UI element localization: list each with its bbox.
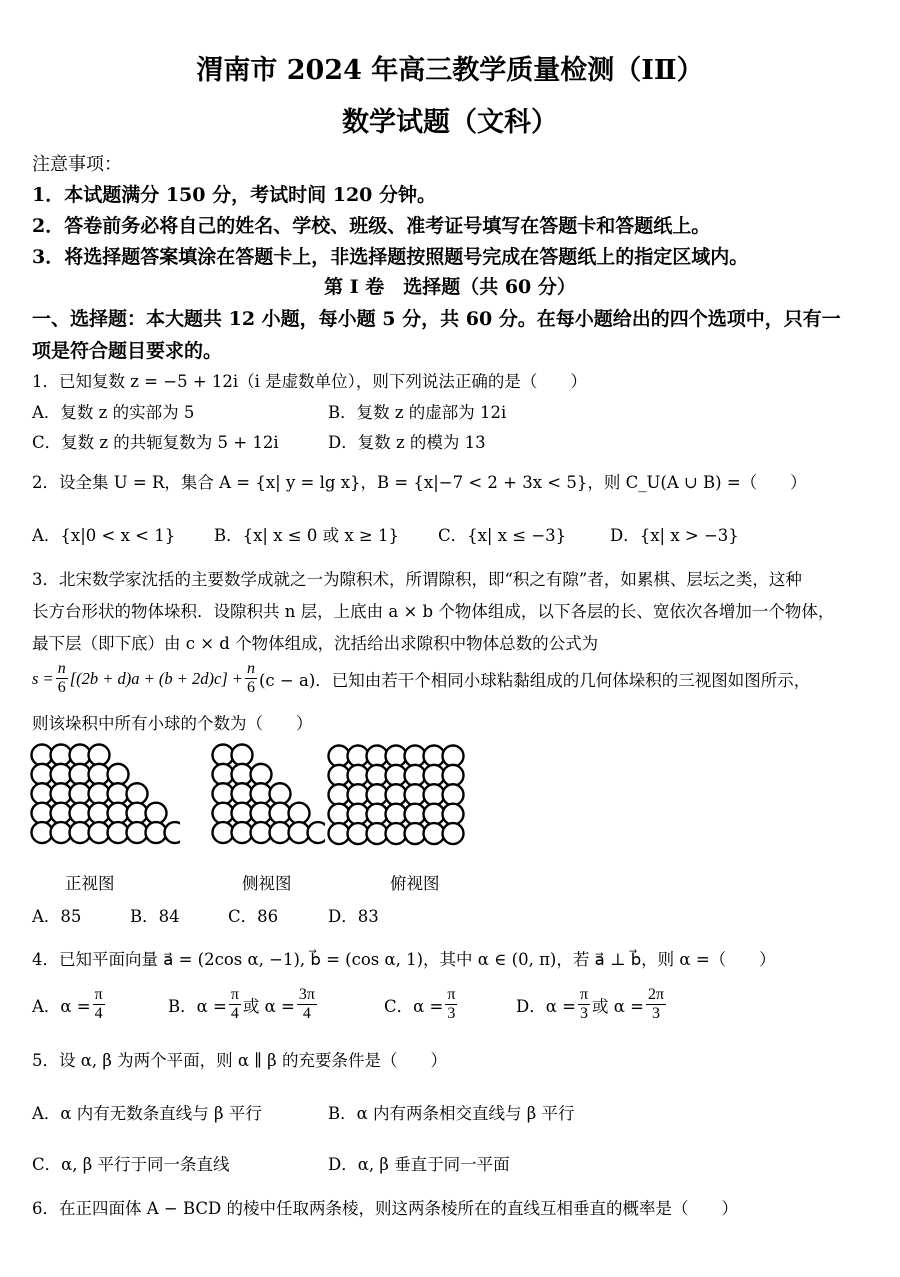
q5-option-d: D．α, β 垂直于同一平面 [328, 1155, 510, 1174]
q3-option-d: D．83 [328, 907, 379, 926]
front-view-caption: 正视图 [65, 874, 115, 893]
ball-circle [89, 745, 110, 766]
volume-heading: 第 I 卷 选择题（共 60 分） [324, 276, 576, 298]
ball-circle [443, 804, 464, 825]
front-view-figure [30, 740, 180, 862]
q2-option-c: C．{x| x ≤ −3} [438, 526, 567, 545]
ball-circle [289, 803, 310, 824]
q5-stem: 5．设 α, β 为两个平面，则 α ∥ β 的充要条件是（ ） [32, 1051, 447, 1070]
ball-circle [308, 822, 326, 843]
ball-circle [232, 745, 253, 766]
q1-option-c: C．复数 z 的共轭复数为 5 + 12i [32, 433, 279, 452]
ball-circle [443, 746, 464, 767]
q5-option-b: B．α 内有两条相交直线与 β 平行 [328, 1104, 575, 1123]
ball-circle [443, 784, 464, 805]
ball-circle [108, 764, 129, 785]
q1-option-b: B．复数 z 的虚部为 12i [328, 403, 507, 422]
q3-option-a: A．85 [32, 907, 82, 926]
formula-lead: s = [32, 668, 54, 688]
ball-circle [443, 765, 464, 786]
q1-option-a: A．复数 z 的实部为 5 [32, 403, 195, 422]
exam-subtitle: 数学试题（文科） [342, 107, 558, 138]
notice-item-1: 1．本试题满分 150 分，考试时间 120 分钟。 [32, 184, 437, 206]
side-view-figure [205, 740, 325, 862]
q3-option-b: B．84 [130, 907, 180, 926]
q3-line-1: 3．北宋数学家沈括的主要数学成就之一为隙积术，所谓隙积，即“积之有隙”者，如累棋、层坛之类，这种 [32, 570, 802, 589]
formula-fraction-2: $\frac{n}{6}$ [247, 660, 255, 696]
q2-stem: 2．设全集 U = R，集合 A = {x| y = lg x}，B = {x|−7 < 2 + 3x < 5}，则 C_U(A ∪ B) =（ ） [32, 473, 807, 492]
formula-tail: (c − a)．已知由若干个相同小球粘黏组成的几何体垛积的三视图如图所示， [259, 670, 811, 690]
q2-option-b: B．{x| x ≤ 0 或 x ≥ 1} [214, 526, 399, 545]
ball-circle [251, 764, 272, 785]
q4-option-d: D．α = $\frac{\pi}{3}$ 或 α = $\frac{2\pi}{3}$ [516, 986, 665, 1022]
q3-formula-line [32, 660, 810, 697]
q3-line-2: 长方台形状的物体垛积．设隙积共 n 层，上底由 a × b 个物体组成，以下各层的长、宽依次各增加一个物体， [32, 602, 835, 621]
section-instruction-1: 一、选择题：本大题共 12 小题，每小题 5 分，共 60 分。在每小题给出的四个选项中，只有一 [32, 308, 841, 330]
section-instruction-2: 项是符合题目要求的。 [32, 340, 223, 362]
q4-stem: 4．已知平面向量 a⃗ = (2cos α, −1), b⃗ = (cos α, 1)，其中 α ∈ (0, π)，若 a⃗ ⊥ b⃗，则 α =（ ） [32, 950, 776, 969]
q2-option-a: A．{x|0 < x < 1} [32, 526, 176, 545]
ball-circle [127, 783, 148, 804]
q5-option-c: C．α, β 平行于同一条直线 [32, 1155, 230, 1174]
notice-item-2: 2．答卷前务必将自己的姓名、学校、班级、准考证号填写在答题卡和答题纸上。 [32, 215, 711, 237]
ball-circle [270, 783, 291, 804]
notice-item-3: 3．将选择题答案填涂在答题卡上，非选择题按照题号完成在答题纸上的指定区域内。 [32, 246, 749, 268]
q3-line-3: 最下层（即下底）由 c × d 个物体组成，沈括给出求隙积中物体总数的公式为 [32, 634, 599, 653]
formula-fraction-1: $\frac{n}{6}$ [57, 660, 66, 696]
ball-circle [165, 822, 181, 843]
q1-option-d: D．复数 z 的模为 13 [328, 433, 486, 452]
q6-stem: 6．在正四面体 A − BCD 的棱中任取两条棱，则这两条棱所在的直线互相垂直的概率是（ ） [32, 1199, 739, 1218]
exam-title: 渭南市 2024 年高三教学质量检测（ⅠⅡ） [196, 55, 704, 86]
ball-circle [146, 803, 167, 824]
q2-option-d: D．{x| x > −3} [610, 526, 739, 545]
notice-heading: 注意事项： [32, 154, 122, 175]
q4-option-b: B．α = $\frac{\pi}{4}$ 或 α = $\frac{3\pi}{4}$ [168, 986, 315, 1022]
q3-line-5: 则该垛积中所有小球的个数为（ ） [32, 714, 313, 733]
side-view-caption: 侧视图 [242, 874, 292, 893]
q4-option-c: C．α = $\frac{\pi}{3}$ [384, 986, 456, 1022]
formula-middle: [(2b + d)a + (b + 2d)c] + [69, 668, 243, 688]
q1-stem: 1．已知复数 z = −5 + 12i（i 是虚数单位），则下列说法正确的是（ ） [32, 372, 587, 391]
top-view-caption: 俯视图 [390, 874, 440, 893]
q3-option-c: C．86 [228, 907, 279, 926]
top-view-figure [325, 740, 465, 862]
q4-option-a: A．α = $\frac{\pi}{4}$ [32, 986, 103, 1022]
q5-option-a: A．α 内有无数条直线与 β 平行 [32, 1104, 262, 1123]
ball-circle [443, 823, 464, 844]
